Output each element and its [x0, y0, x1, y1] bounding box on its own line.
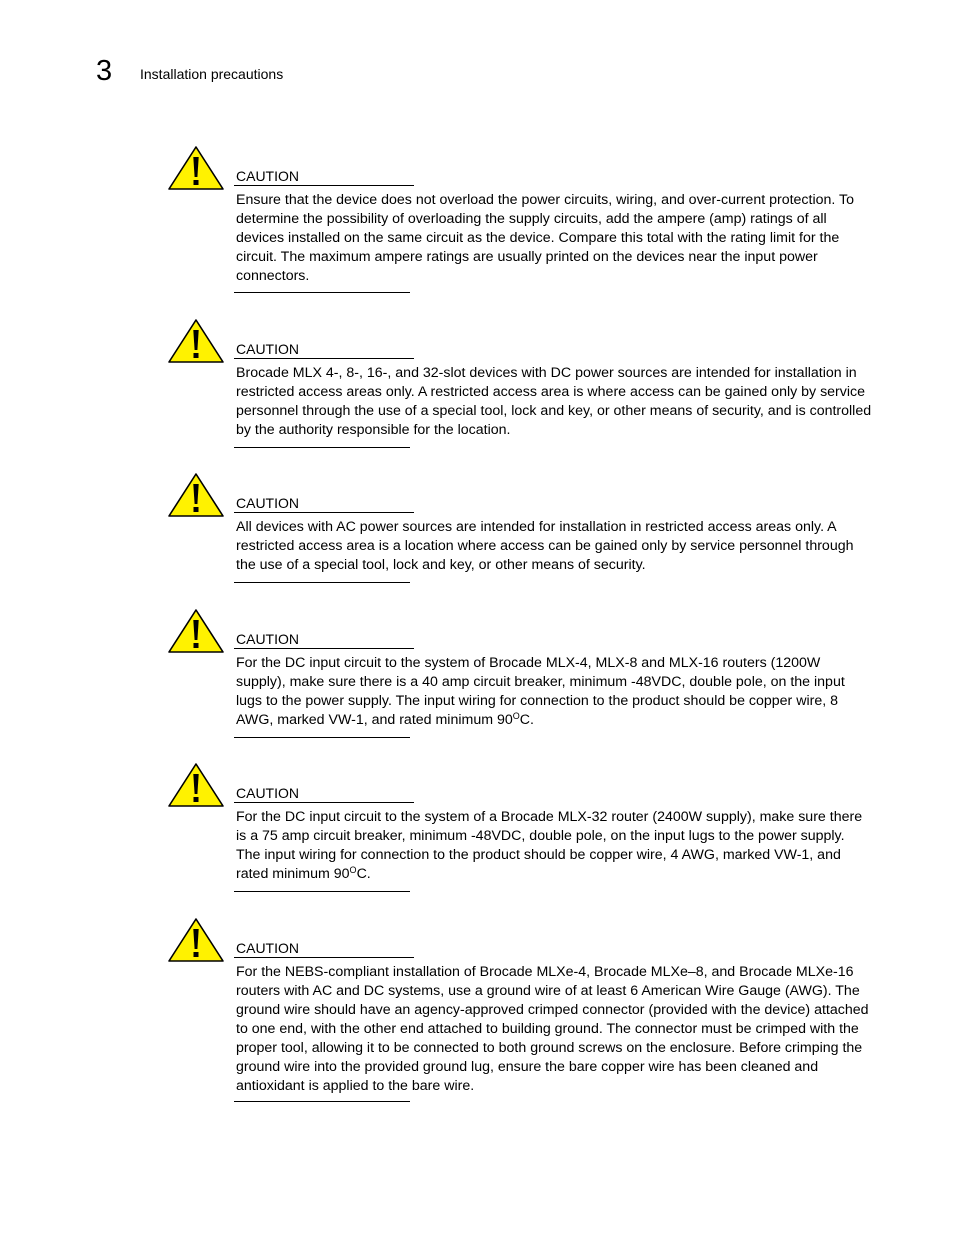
caution-label: CAUTION [236, 341, 299, 357]
warning-triangle-icon [166, 472, 226, 518]
caution-label: CAUTION [236, 940, 299, 956]
warning-triangle-icon [166, 762, 226, 808]
caution-label: CAUTION [236, 785, 299, 801]
caution-text: For the NEBS-compliant installation of Brocade MLXe-4, Brocade MLXe–8, and Brocade MLXe-16 routers with AC and DC systems, use a ground wire of at least 6 American Wire Gauge (AWG). The ground wire should have an agency-approved crimped connector (provided with the device) attached to one end, with the other end attached to building ground. The connector must be crimped with the proper tool, allowing it to be connected to both ground screws on the enclosure. Before crimping the ground wire into the provided ground lug, ensure the bare copper wire has been cleaned and antioxidant is applied to the bare wire. [236, 964, 869, 1094]
caution-end-rule [234, 582, 410, 583]
degree-superscript: O [512, 711, 520, 721]
caution-end-rule [234, 891, 410, 892]
caution-label: CAUTION [236, 495, 299, 511]
section-title: Installation precautions [140, 66, 284, 82]
caution-text: All devices with AC power sources are intended for installation in restricted access areas only. A restricted access area is a location where access can be gained only by service personnel through the use of a special tool, lock and key, or other means of security. [236, 519, 854, 573]
degree-superscript: O [349, 865, 357, 875]
caution-text: Brocade MLX 4-, 8-, 16-, and 32-slot devices with DC power sources are intended for installation in restricted access areas only. A restricted access area is where access can be gained only by service personnel through the use of a special tool, lock and key, or other means of security, and is controlled by the authority responsible for the location. [236, 365, 872, 438]
caution-label-underline [234, 512, 414, 513]
caution-text-main: For the DC input circuit to the system of a Brocade MLX-32 router (2400W supply), make sure there is a 75 amp circuit breaker, minimum -48VDC, double pole, on the input lugs to the power supply. The input wiring for connection to the product should be copper wire, 4 AWG, marked VW-1, and rated minimum 90 [236, 809, 863, 882]
caution-end-rule [234, 737, 410, 738]
caution-label-underline [234, 802, 414, 803]
caution-text-end: C. [356, 866, 371, 882]
caution-text [236, 654, 872, 730]
caution-label: CAUTION [236, 631, 299, 647]
chapter-number: 3 [96, 55, 113, 87]
caution-label-underline [234, 648, 414, 649]
caution-end-rule [234, 1101, 410, 1102]
caution-text: Ensure that the device does not overload the power circuits, wiring, and over-current protection. To determine the possibility of overloading the supply circuits, add the ampere (amp) ratings of all devices installed on the same circuit as the device. Compare this total with the rating limit for the circuit. The maximum ampere ratings are usually printed on the devices near the input power connectors. [236, 192, 855, 284]
warning-triangle-icon [166, 608, 226, 654]
warning-triangle-icon [166, 318, 226, 364]
caution-end-rule [234, 292, 410, 293]
warning-triangle-icon [166, 145, 226, 191]
caution-end-rule [234, 447, 410, 448]
caution-label-underline [234, 957, 414, 958]
caution-label-underline [234, 185, 414, 186]
caution-text-end: C. [519, 712, 534, 728]
caution-label: CAUTION [236, 168, 299, 184]
caution-text [236, 808, 872, 884]
caution-label-underline [234, 358, 414, 359]
caution-text-main: For the DC input circuit to the system of Brocade MLX-4, MLX-8 and MLX-16 routers (1200W supply), make sure there is a 40 amp circuit breaker, minimum -48VDC, double pole, on the input lugs to the power supply. The input wiring for connection to the product should be copper wire, 8 AWG, marked VW-1, and rated minimum 90 [236, 655, 845, 728]
warning-triangle-icon [166, 917, 226, 963]
